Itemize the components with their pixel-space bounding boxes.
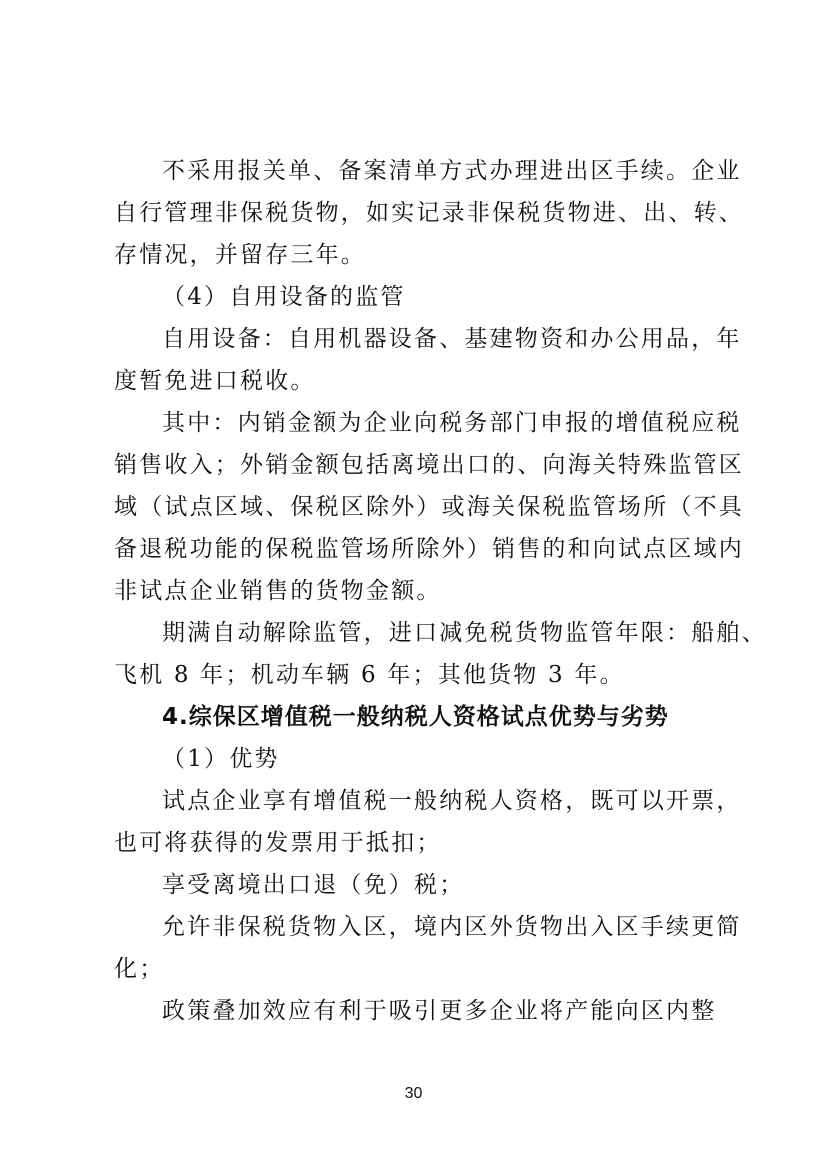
paragraph-line: 非试点企业销售的货物金额。 — [114, 578, 442, 604]
paragraph-line: 销售收入；外销金额包括离境出口的、向海关特殊监管区 — [114, 452, 744, 478]
paragraph-line: 试点企业享有增值税一般纳税人资格，既可以开票， — [162, 788, 742, 814]
paragraph-line: 允许非保税货物入区，境内区外货物出入区手续更简 — [162, 914, 742, 940]
paragraph-line: 自用设备：自用机器设备、基建物资和办公用品，年 — [162, 326, 742, 352]
paragraph-line: 享受离境出口退（免）税； — [162, 872, 465, 898]
paragraph-line: 自行管理非保税货物，如实记录非保税货物进、出、转、 — [114, 200, 744, 226]
paragraph-line: 化； — [114, 956, 165, 982]
paragraph-line: 不采用报关单、备案清单方式办理进出区手续。企业 — [162, 158, 742, 184]
paragraph-line: 政策叠加效应有利于吸引更多企业将产能向区内整 — [162, 998, 717, 1024]
paragraph-line: 备退税功能的保税监管场所除外）销售的和向试点区域内 — [114, 536, 744, 562]
paragraph-line: 度暂免进口税收。 — [114, 368, 316, 394]
paragraph-line: 其中：内销金额为企业向税务部门申报的增值税应税 — [162, 410, 742, 436]
paragraph-line: 也可将获得的发票用于抵扣； — [114, 830, 442, 856]
paragraph-line: 飞机 8 年；机动车辆 6 年；其他货物 3 年。 — [114, 662, 625, 688]
subheading: （4）自用设备的监管 — [162, 284, 406, 310]
paragraph-line: 存情况，并留存三年。 — [114, 242, 366, 268]
subheading: （1）优势 — [162, 746, 280, 772]
section-heading: 4.综保区增值税一般纳税人资格试点优势与劣势 — [162, 704, 669, 730]
paragraph-line: 域（试点区域、保税区除外）或海关保税监管场所（不具 — [114, 494, 744, 520]
page-number: 30 — [404, 1085, 423, 1102]
paragraph-line: 期满自动解除监管，进口减免税货物监管年限：船舶、 — [162, 620, 767, 646]
